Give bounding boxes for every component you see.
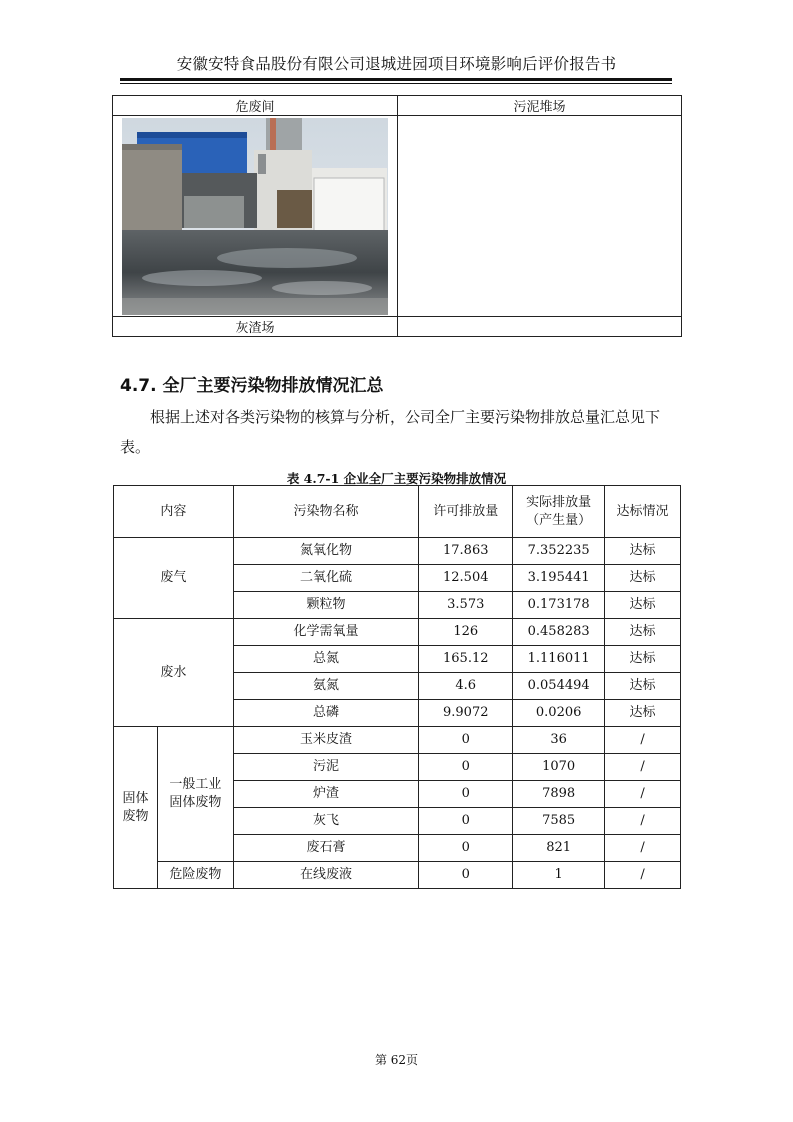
table-row xyxy=(114,727,681,754)
cell-name: 污泥 xyxy=(233,754,419,781)
solid-waste-label-line2: 废物 xyxy=(122,808,149,824)
cell-status: 达标 xyxy=(605,592,681,619)
section-paragraph: 根据上述对各类污染物的核算与分析，公司全厂主要污染物排放总量汇总见下表。 xyxy=(120,408,661,456)
header-name: 污染物名称 xyxy=(233,486,419,538)
cell-status: 达标 xyxy=(605,619,681,646)
cell-permit: 165.12 xyxy=(419,646,513,673)
cell-name: 颗粒物 xyxy=(233,592,419,619)
solid-waste-label-line1: 固体 xyxy=(122,790,149,806)
table-row xyxy=(114,538,681,565)
cell-status: 达标 xyxy=(605,700,681,727)
cell-permit: 0 xyxy=(419,808,513,835)
cell-name: 玉米皮渣 xyxy=(233,727,419,754)
category-waste-gas: 废气 xyxy=(114,538,234,619)
cell-permit: 12.504 xyxy=(419,565,513,592)
header-permit: 许可排放量 xyxy=(419,486,513,538)
cell-status: 达标 xyxy=(605,673,681,700)
cell-actual: 7898 xyxy=(513,781,605,808)
cell-permit: 17.863 xyxy=(419,538,513,565)
cell-name: 氮氧化物 xyxy=(233,538,419,565)
cell-name: 二氧化硫 xyxy=(233,565,419,592)
cell-actual: 0.458283 xyxy=(513,619,605,646)
cell-actual: 1070 xyxy=(513,754,605,781)
cell-actual: 821 xyxy=(513,835,605,862)
photo-table xyxy=(112,95,682,337)
photo-label-sludge-yard: 污泥堆场 xyxy=(398,96,682,116)
cell-permit: 0 xyxy=(419,835,513,862)
cell-permit: 0 xyxy=(419,862,513,889)
cell-actual: 1 xyxy=(513,862,605,889)
header-content: 内容 xyxy=(114,486,234,538)
cell-name: 总氮 xyxy=(233,646,419,673)
cell-permit: 3.573 xyxy=(419,592,513,619)
cell-name: 灰飞 xyxy=(233,808,419,835)
header-actual-line1: 实际排放量 xyxy=(526,494,592,510)
cell-status: / xyxy=(605,862,681,889)
header-rule-thick xyxy=(120,78,672,81)
cell-status: / xyxy=(605,808,681,835)
cell-permit: 0 xyxy=(419,781,513,808)
photo-cell-empty xyxy=(398,116,682,317)
table-header-row xyxy=(114,486,681,538)
cell-status: 达标 xyxy=(605,565,681,592)
cell-status: / xyxy=(605,754,681,781)
cell-actual: 3.195441 xyxy=(513,565,605,592)
ash-yard-photo xyxy=(122,118,388,315)
cell-actual: 0.173178 xyxy=(513,592,605,619)
header-actual-line2: （产生量） xyxy=(526,512,592,528)
cell-permit: 126 xyxy=(419,619,513,646)
cell-permit: 4.6 xyxy=(419,673,513,700)
general-label-line1: 一般工业 xyxy=(169,777,222,792)
photo-label-ash-yard: 灰渣场 xyxy=(113,317,398,337)
category-waste-water: 废水 xyxy=(114,619,234,727)
photo-label-hazardous-store: 危废间 xyxy=(113,96,398,116)
photo-label-empty xyxy=(398,317,682,337)
cell-actual: 0.054494 xyxy=(513,673,605,700)
cell-name: 炉渣 xyxy=(233,781,419,808)
cell-status: / xyxy=(605,727,681,754)
section-heading: 4.7. 全厂主要污染物排放情况汇总 xyxy=(120,376,384,396)
cell-status: 达标 xyxy=(605,538,681,565)
table-caption: 表 4.7-1 企业全厂主要污染物排放情况 xyxy=(286,471,507,486)
cell-name: 在线废液 xyxy=(233,862,419,889)
subcategory-general-industrial xyxy=(157,727,233,862)
cell-actual: 7585 xyxy=(513,808,605,835)
table-row xyxy=(114,619,681,646)
table-row xyxy=(114,862,681,889)
header-status: 达标情况 xyxy=(605,486,681,538)
cell-name: 化学需氧量 xyxy=(233,619,419,646)
cell-actual: 0.0206 xyxy=(513,700,605,727)
page-header-title: 安徽安特食品股份有限公司退城进园项目环境影响后评价报告书 xyxy=(176,55,617,73)
cell-permit: 9.9072 xyxy=(419,700,513,727)
page-number: 第 62页 xyxy=(374,1053,419,1067)
photo-cell-ash-yard xyxy=(113,116,398,317)
cell-status: / xyxy=(605,781,681,808)
cell-actual: 36 xyxy=(513,727,605,754)
header-rule-thin xyxy=(120,83,672,84)
general-label-line2: 固体废物 xyxy=(169,795,222,810)
category-solid-waste xyxy=(114,727,158,889)
cell-status: / xyxy=(605,835,681,862)
cell-name: 废石膏 xyxy=(233,835,419,862)
cell-actual: 7.352235 xyxy=(513,538,605,565)
cell-name: 总磷 xyxy=(233,700,419,727)
header-actual xyxy=(513,486,605,538)
cell-name: 氨氮 xyxy=(233,673,419,700)
cell-permit: 0 xyxy=(419,727,513,754)
subcategory-hazardous: 危险废物 xyxy=(157,862,233,889)
cell-permit: 0 xyxy=(419,754,513,781)
pollutant-summary-table xyxy=(113,485,681,889)
cell-status: 达标 xyxy=(605,646,681,673)
cell-actual: 1.116011 xyxy=(513,646,605,673)
